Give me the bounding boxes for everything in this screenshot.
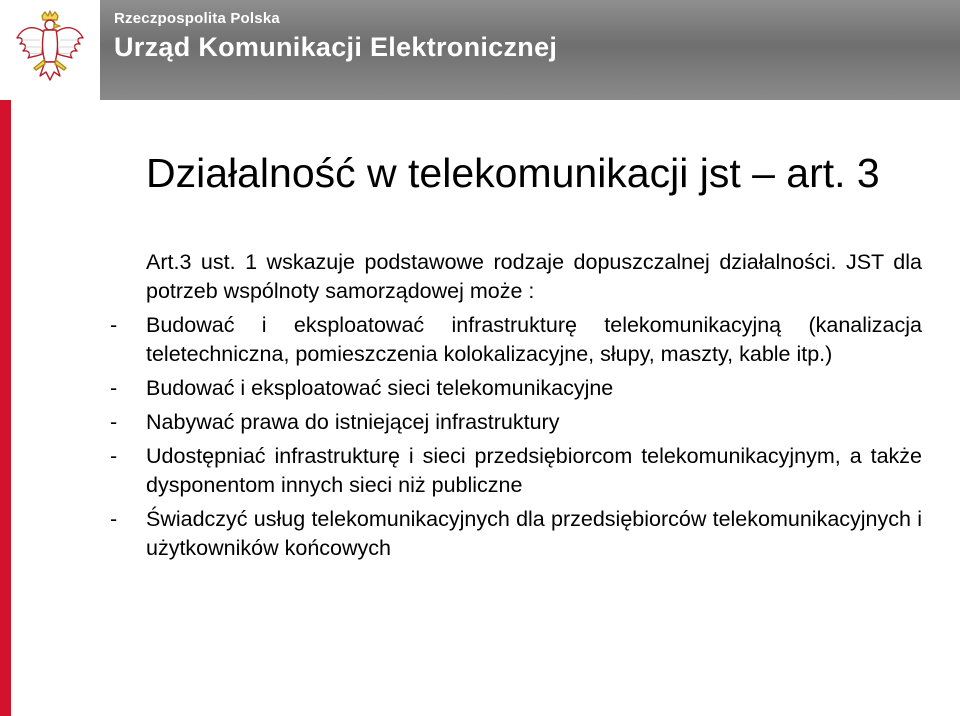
list-item-text: Udostępniać infrastrukturę i sieci przedsiębiorcom telekomunikacyjnym, a także dysponentom innych sieci niż publiczne [146,444,922,497]
bullet-dash: - [110,444,118,468]
intro-paragraph: Art.3 ust. 1 wskazuje podstawowe rodzaje dopuszczalnej działalności. JST dla potrzeb wspólnoty samorządowej może : [146,250,922,303]
header-band [0,0,960,100]
list-item-text: Budować i eksploatować infrastrukturę telekomunikacyjną (kanalizacja teletechniczna, pomieszczenia kolokalizacyjne, słupy, maszty, kable itp.) [146,313,922,366]
slide-body [110,248,922,563]
list-item [110,374,922,403]
list-item-text: Budować i eksploatować sieci telekomunikacyjne [146,376,614,400]
list-item [110,505,922,563]
white-eagle-emblem-icon [14,10,86,90]
bullet-dash: - [110,410,118,434]
list-item [110,408,922,437]
bullet-dash: - [110,313,118,337]
bullet-dash: - [110,507,118,531]
emblem-box [0,0,100,100]
list-item [110,311,922,369]
header-office-name: Urząd Komunikacji Elektronicznej [114,32,558,62]
bullet-dash: - [110,376,118,400]
slide-title: Działalność w telekomunikacji jst – art. 3 [146,150,880,196]
list-item [110,442,922,500]
red-accent-stripe [0,100,11,716]
list-item-text: Świadczyć usług telekomunikacyjnych dla przedsiębiorców telekomunikacyjnych i użytkowników końcowych [146,507,922,560]
header-country: Rzeczpospolita Polska [114,10,280,27]
list-item-text: Nabywać prawa do istniejącej infrastruktury [146,410,560,434]
